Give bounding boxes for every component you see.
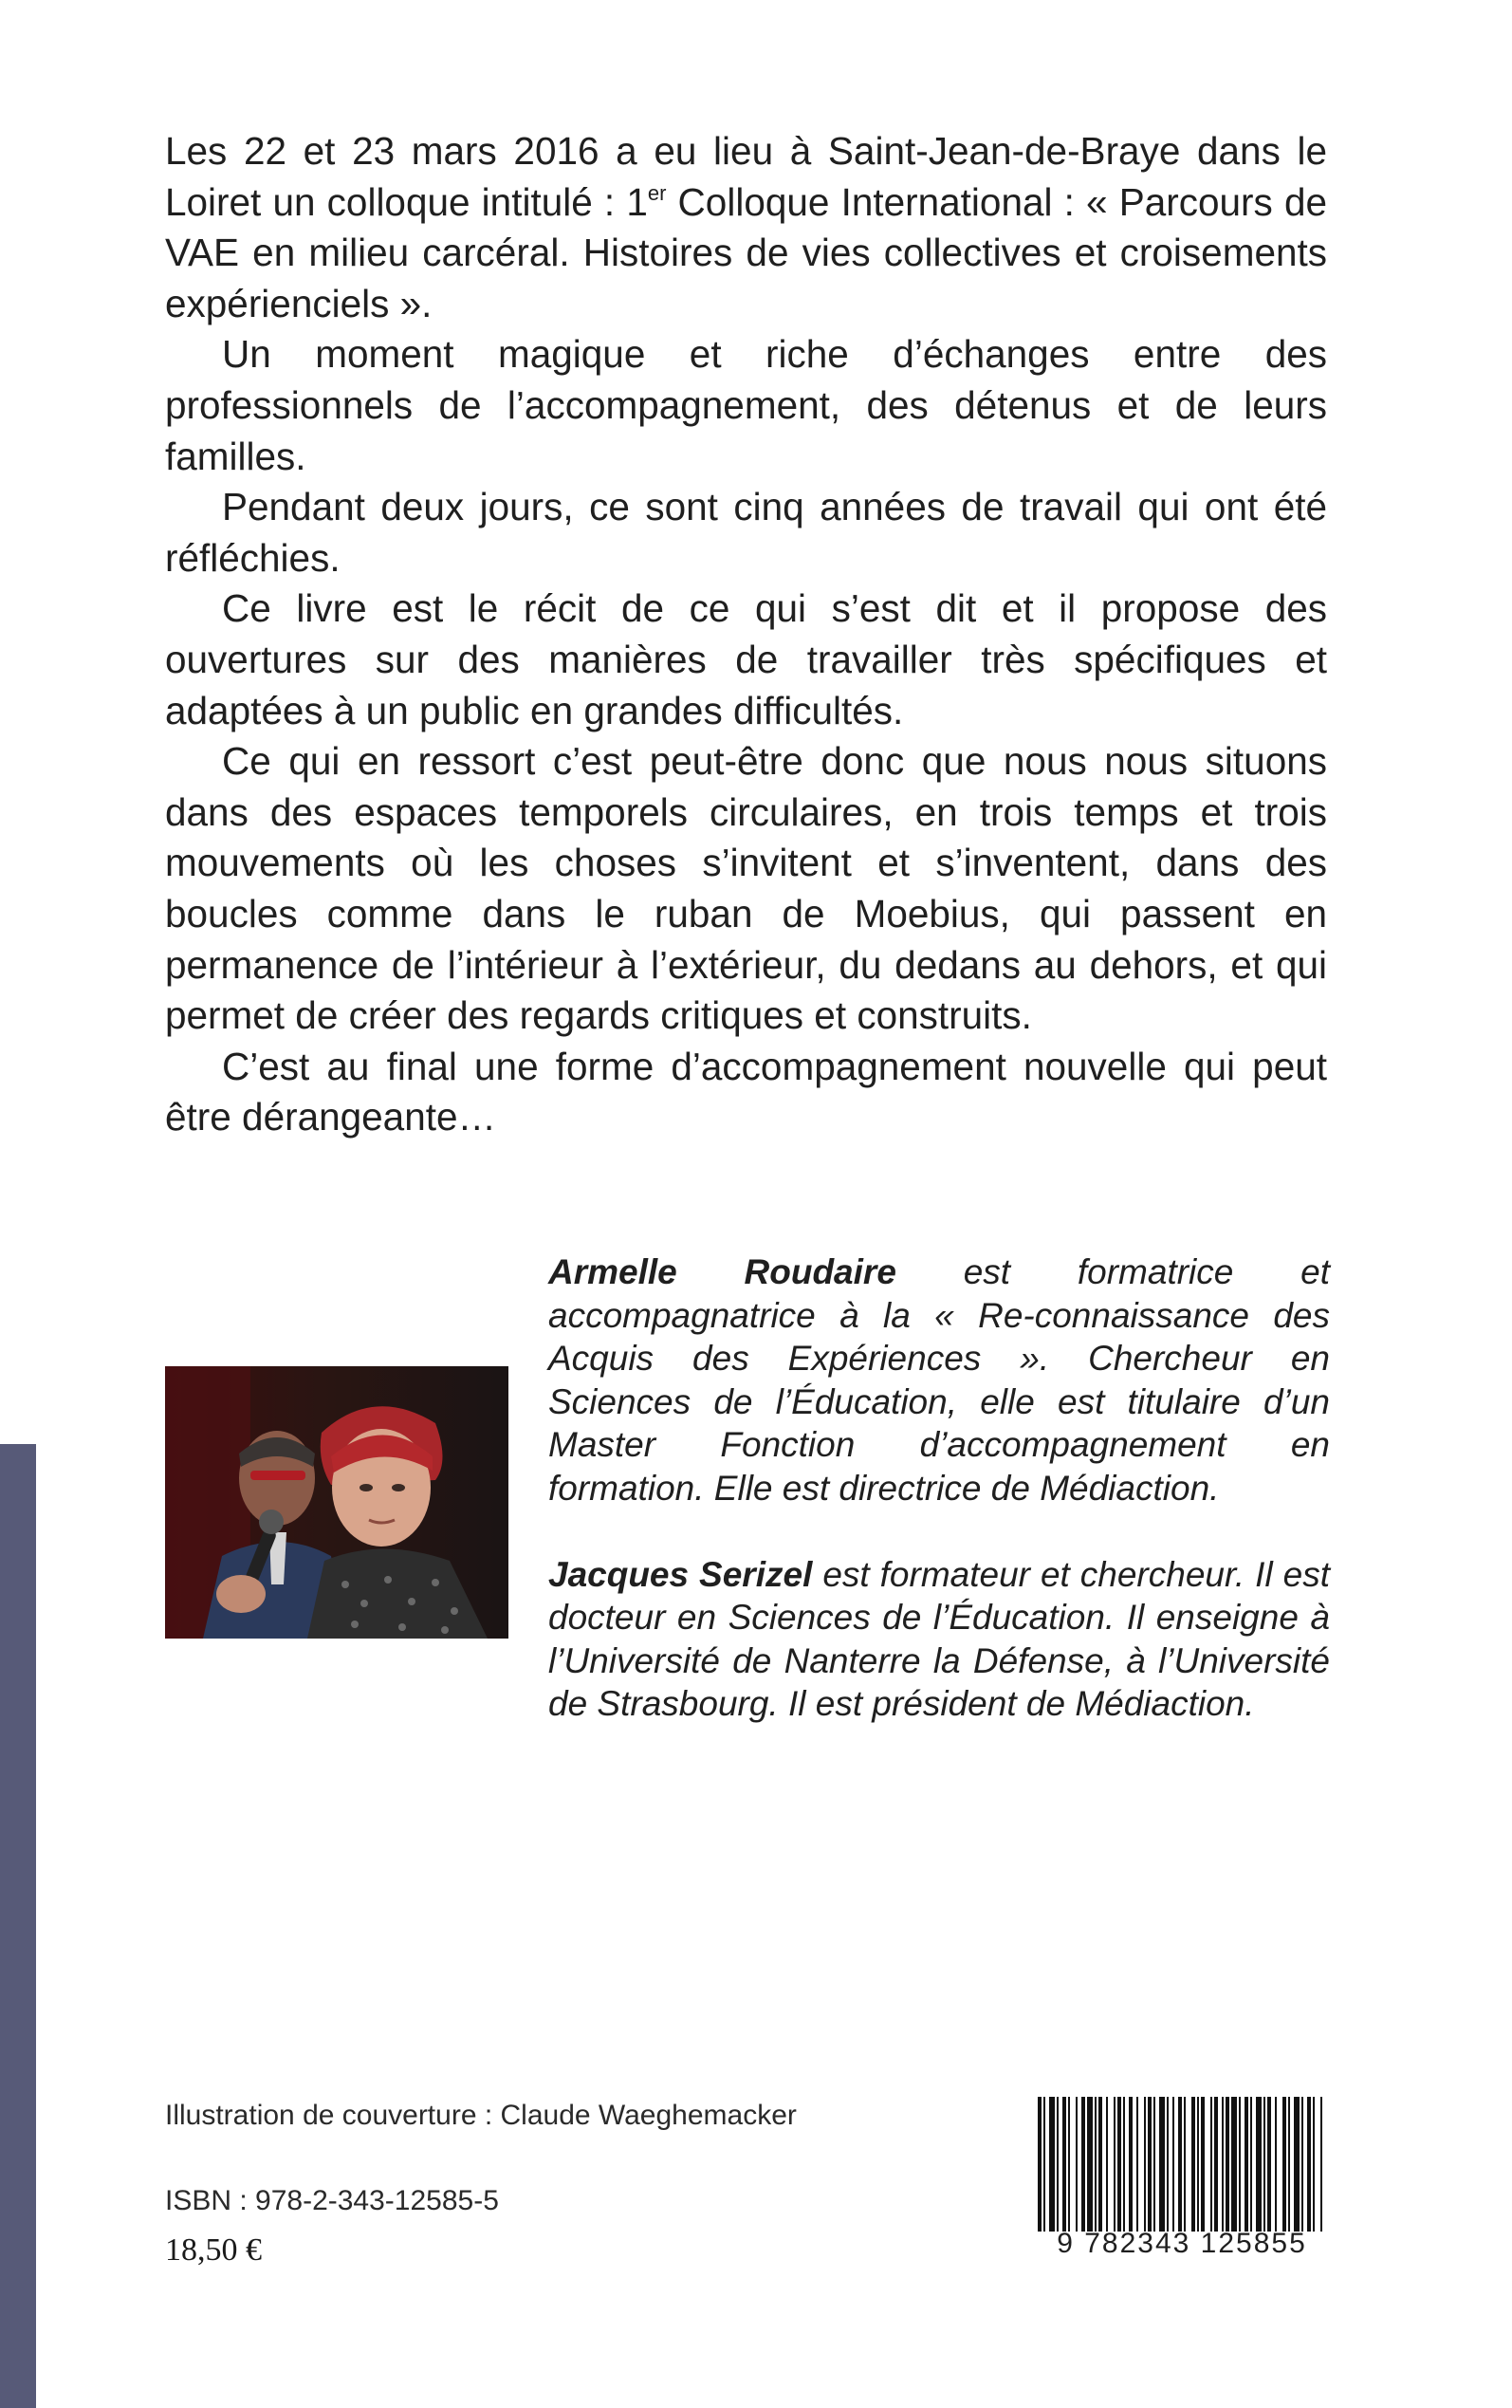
bio-author-1: Armelle Roudaire est formatrice et accompagnatrice à la « Re-connaissance des Acquis des Expériences ». Chercheur en Sciences de l’Éducation, elle est titulaire d’un Master Fonction d’accompagnement en formation. Elle est directrice de Médiaction. [548,1252,1331,1508]
barcode-bar [1038,2097,1042,2232]
blurb-paragraph-3: Pendant deux jours, ce sont cinq années de travail qui ont été réfléchies. [165,485,1327,580]
barcode-bar [1095,2097,1097,2232]
barcode-bar [1214,2097,1218,2232]
blurb-paragraph-4: Ce livre est le récit de ce qui s’est dit et il propose des ouvertures sur des manières de travailler très spécifiques et adaptées à un public en grandes difficultés. [165,586,1327,732]
author-2-name: Jacques Serizel [548,1554,813,1594]
superscript-er: er [647,180,667,205]
barcode-bar [1062,2097,1066,2232]
barcode-bar [1136,2097,1138,2232]
barcode-bar [1068,2097,1070,2232]
barcode-bar [1159,2097,1165,2232]
barcode-bar [1267,2097,1271,2232]
barcode-bar [1210,2097,1212,2232]
barcode-bar [1231,2097,1237,2232]
barcode-bar [1178,2097,1182,2232]
barcode-bar [1076,2097,1078,2232]
barcode-bar [1191,2097,1195,2232]
barcode-bar [1226,2097,1229,2232]
barcode-bar [1172,2097,1174,2232]
barcode-bar [1275,2097,1277,2232]
barcode-bar [1288,2097,1290,2232]
barcode-bar [1114,2097,1116,2232]
barcode-bar [1106,2097,1108,2232]
barcode-bar [1098,2097,1102,2232]
barcode-bar [1049,2097,1055,2232]
isbn-number: ISBN : 978-2-343-12585-5 [165,2185,499,2216]
barcode-bar [1222,2097,1224,2232]
barcode-bar [1313,2097,1315,2232]
blurb-paragraph-5: Ce qui en ressort c’est peut-être donc que nous nous situons dans des espaces temporels circulaires, en trois temps et trois mouvements où les choses s’invitent et s’inventent, dans des boucles comme dans le ruban de Moebius, qui passent en permanence de l’intérieur à l’extérieur, du dedans au dehors, et qui permet de créer des regards critiques et construits. [165,739,1327,1038]
author-photo [165,1366,508,1639]
cover-illustration-credit: Illustration de couverture : Claude Waeghemacker [165,2100,797,2131]
barcode-bar [1043,2097,1045,2232]
barcode-bar [1263,2097,1265,2232]
blurb-paragraph-6: C’est au final une forme d’accompagnement nouvelle qui peut être dérangeante… [165,1044,1327,1139]
barcode-bar [1239,2097,1241,2232]
barcode-bar [1197,2097,1199,2232]
barcode-bar [1294,2097,1300,2232]
author-bios [548,1250,1330,1769]
back-cover-blurb [165,126,1327,1143]
barcode-bar [1167,2097,1169,2232]
barcode-bar [1148,2097,1152,2232]
barcode-bar [1117,2097,1121,2232]
barcode-bar [1123,2097,1125,2232]
barcode-bar [1307,2097,1311,2232]
barcode-bar [1081,2097,1085,2232]
barcode-bar [1320,2097,1322,2232]
barcode-bar [1201,2097,1205,2232]
barcode-bar [1184,2097,1186,2232]
barcode-bar [1245,2097,1248,2232]
barcode-bar [1129,2097,1133,2232]
decorative-side-bar [0,1444,36,2408]
barcode-bar [1301,2097,1303,2232]
bio-author-2: Jacques Serizel est formateur et chercheur. Il est docteur en Sciences de l’Éducation. Il enseigne à l’Université de Nanterre la Défense, à l’Université de Strasbourg. Il est président de Médiaction. [548,1554,1330,1724]
barcode-bar [1087,2097,1093,2232]
barcode-digits: 9 782343 125855 [1057,2228,1307,2259]
barcode-bar [1256,2097,1262,2232]
blurb-paragraph-2: Un moment magique et riche d’échanges entre des professionnels de l’accompagnement, des détenus et de leurs familles. [165,332,1327,478]
barcode-bar [1250,2097,1252,2232]
blurb-paragraph-1: Les 22 et 23 mars 2016 a eu lieu à Saint-Jean-de-Braye dans le Loiret un colloque intitulé : 1er Colloque International : « Parcours de VAE en milieu carcéral. Histoires de vies collectives et croisements expérienciels ». [165,129,1327,325]
barcode-bar [1282,2097,1286,2232]
barcode-bar [1153,2097,1155,2232]
price: 18,50 € [165,2232,262,2268]
barcode-bar [1057,2097,1059,2232]
barcode-bar [1144,2097,1146,2232]
author-1-name: Armelle Roudaire [548,1252,896,1291]
